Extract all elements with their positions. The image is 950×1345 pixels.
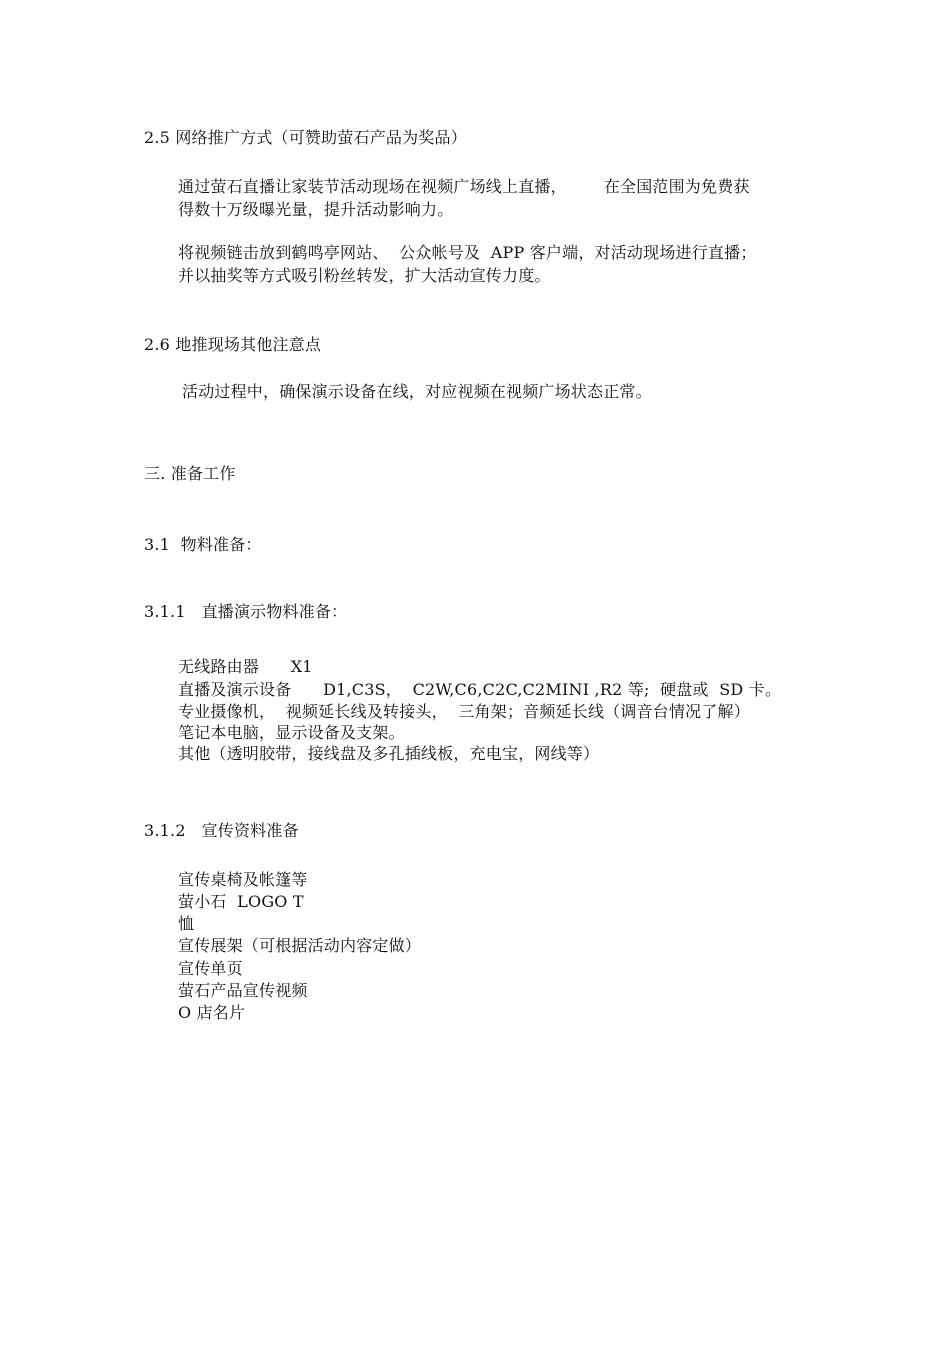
list-item: 宣传桌椅及帐篷等	[178, 870, 308, 889]
list-item: 萤石产品宣传视频	[178, 981, 308, 1000]
heading-3-1-1: 3.1.1 直播演示物料准备：	[144, 602, 348, 621]
paragraph-2-5-line-3: 将视频链击放到鹤鸣亭网站、 公众帐号及 APP 客户端，对活动现场进行直播；	[178, 243, 757, 262]
list-item: 专业摄像机， 视频延长线及转接头， 三角架；音频延长线（调音台情况了解）	[178, 702, 750, 721]
list-item: 宣传单页	[178, 959, 243, 978]
list-item: 无线路由器 X1	[178, 657, 313, 676]
heading-2-6: 2.6 地推现场其他注意点	[144, 335, 322, 354]
list-item: 宣传展架（可根据活动内容定做）	[178, 936, 422, 955]
list-item: 其他（透明胶带，接线盘及多孔插线板，充电宝，网线等）	[178, 744, 600, 763]
list-item: 直播及演示设备 D1,C3S， C2W,C6,C2C,C2MINI ,R2 等; 硬盘或 SD 卡。	[178, 680, 782, 699]
heading-2-5: 2.5 网络推广方式（可赞助萤石产品为奖品）	[144, 128, 467, 147]
paragraph-2-5-line-4: 并以抽奖等方式吸引粉丝转发，扩大活动宣传力度。	[178, 266, 551, 285]
heading-3-1: 3.1 物料准备：	[144, 535, 262, 554]
list-item: 笔记本电脑，显示设备及支架。	[178, 723, 405, 742]
paragraph-2-6: 活动过程中，确保演示设备在线，对应视频在视频广场状态正常。	[182, 382, 652, 401]
list-item: O 店名片	[178, 1003, 246, 1022]
paragraph-2-5-line-2: 得数十万级曝光量，提升活动影响力。	[178, 200, 454, 219]
paragraph-2-5-line-1: 通过萤石直播让家装节活动现场在视频广场线上直播， 在全国范围为免费获	[178, 177, 750, 196]
list-item: 萤小石 LOGO T	[178, 892, 304, 911]
heading-3-1-2: 3.1.2 宣传资料准备	[144, 821, 299, 840]
heading-3: 三. 准备工作	[144, 464, 236, 483]
list-item: 恤	[178, 914, 195, 933]
